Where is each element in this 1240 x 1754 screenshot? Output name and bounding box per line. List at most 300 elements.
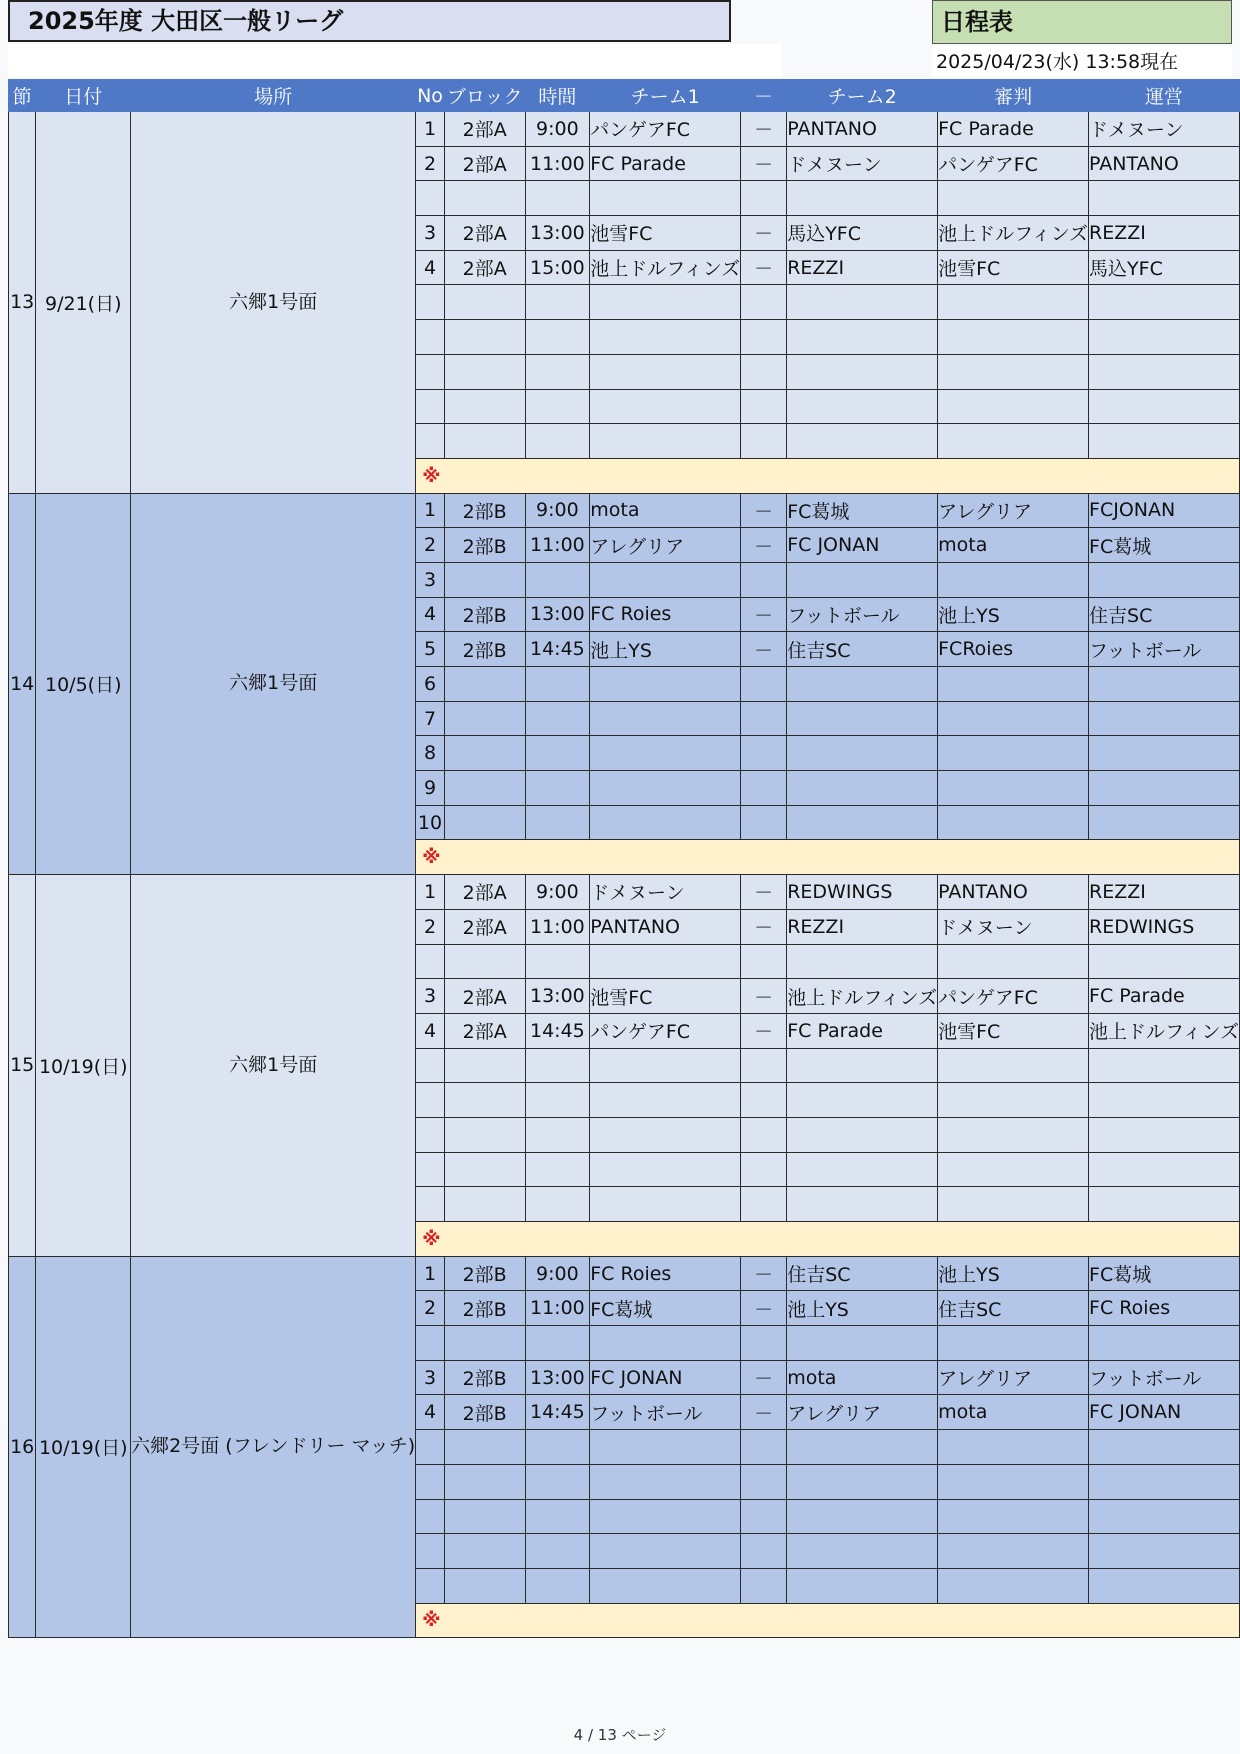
referee-cell: 池雪FC [938,250,1089,285]
team2-cell [787,181,938,216]
referee-cell [938,1534,1089,1569]
time-cell [525,562,590,597]
team1-cell: フットボール [590,1395,741,1430]
venue-cell: 六郷1号面 [131,493,416,875]
team2-cell: 池上ドルフィンズ [787,979,938,1014]
operations-cell: 池上ドルフィンズ [1089,1013,1240,1048]
referee-cell [938,1430,1089,1465]
separator-cell [741,701,787,736]
date-cell: 10/5(日) [36,493,131,875]
match-no-cell [416,1326,445,1361]
venue-cell: 六郷1号面 [131,112,416,494]
operations-cell: フットボール [1089,1360,1240,1395]
round-cell: 15 [9,875,36,1257]
team1-cell: パンゲアFC [590,112,741,147]
operations-cell [1089,805,1240,840]
separator-cell [741,1464,787,1499]
team2-cell: FC Parade [787,1013,938,1048]
team1-cell: ドメヌーン [590,875,741,910]
team2-cell [787,389,938,424]
operations-cell: FC Parade [1089,979,1240,1014]
team1-cell [590,1568,741,1603]
time-cell: 9:00 [525,112,590,147]
separator-cell [741,1534,787,1569]
block-cell [444,1048,525,1083]
match-no-cell: 1 [416,493,445,528]
round-section [9,112,1240,494]
team1-cell [590,1464,741,1499]
operations-cell [1089,1568,1240,1603]
separator-cell: － [741,1360,787,1395]
match-no-cell: 3 [416,979,445,1014]
operations-cell: FC葛城 [1089,528,1240,563]
time-cell [525,285,590,320]
separator-cell: － [741,979,787,1014]
operations-cell [1089,771,1240,806]
operations-cell [1089,667,1240,702]
team1-cell [590,1152,741,1187]
team1-cell [590,736,741,771]
operations-cell [1089,562,1240,597]
operations-cell: FC Roies [1089,1291,1240,1326]
team1-cell: アレグリア [590,528,741,563]
operations-cell: 住吉SC [1089,597,1240,632]
operations-cell: FCJONAN [1089,493,1240,528]
time-cell: 14:45 [525,1013,590,1048]
team1-cell: FC Parade [590,146,741,181]
team2-cell: REZZI [787,909,938,944]
round-cell: 14 [9,493,36,875]
team2-cell: REZZI [787,250,938,285]
referee-cell: PANTANO [938,875,1089,910]
block-cell: 2部B [444,1291,525,1326]
referee-cell [938,1152,1089,1187]
team1-cell [590,181,741,216]
separator-cell [741,1499,787,1534]
col-header-block: ブロック [444,80,525,112]
block-cell [444,1152,525,1187]
referee-cell [938,1326,1089,1361]
venue-cell: 六郷2号面 (フレンドリー マッチ) [131,1256,416,1638]
operations-cell [1089,424,1240,459]
referee-cell [938,1187,1089,1222]
team1-cell: FC Roies [590,1256,741,1291]
separator-cell: － [741,528,787,563]
time-cell: 14:45 [525,1395,590,1430]
block-cell [444,1568,525,1603]
time-cell [525,736,590,771]
time-cell: 11:00 [525,1291,590,1326]
referee-cell [938,1083,1089,1118]
team2-cell [787,771,938,806]
separator-cell [741,389,787,424]
block-cell [444,320,525,355]
team2-cell [787,1534,938,1569]
team2-cell [787,354,938,389]
separator-cell [741,771,787,806]
block-cell: 2部A [444,1013,525,1048]
block-cell [444,805,525,840]
team2-cell: 池上YS [787,1291,938,1326]
time-cell [525,389,590,424]
operations-cell [1089,389,1240,424]
separator-cell: － [741,909,787,944]
referee-cell: 池上YS [938,597,1089,632]
separator-cell [741,1048,787,1083]
block-cell [444,354,525,389]
col-header-operations: 運営 [1089,80,1240,112]
team2-cell [787,1117,938,1152]
match-no-cell: 4 [416,1013,445,1048]
team1-cell [590,320,741,355]
note-cell: ※ [416,458,1240,493]
separator-cell [741,1152,787,1187]
schedule-table [8,79,1240,1638]
table-row [9,875,1240,910]
operations-cell [1089,1187,1240,1222]
operations-cell [1089,354,1240,389]
operations-cell: 馬込YFC [1089,250,1240,285]
col-header-referee: 審判 [938,80,1089,112]
col-header-round: 節 [9,80,36,112]
separator-cell [741,320,787,355]
separator-cell: － [741,216,787,251]
match-no-cell [416,424,445,459]
match-no-cell [416,1152,445,1187]
operations-cell [1089,1464,1240,1499]
match-no-cell: 7 [416,701,445,736]
time-cell: 13:00 [525,216,590,251]
time-cell [525,1430,590,1465]
team1-cell: 池雪FC [590,216,741,251]
block-cell [444,1430,525,1465]
col-header-time: 時間 [525,80,590,112]
referee-cell: パンゲアFC [938,979,1089,1014]
block-cell [444,424,525,459]
operations-cell [1089,701,1240,736]
referee-cell [938,562,1089,597]
referee-cell [938,1464,1089,1499]
separator-cell [741,285,787,320]
block-cell: 2部B [444,1360,525,1395]
time-cell: 13:00 [525,597,590,632]
match-no-cell [416,1568,445,1603]
date-cell: 10/19(日) [36,875,131,1257]
team2-cell [787,667,938,702]
team2-cell [787,805,938,840]
block-cell: 2部A [444,875,525,910]
time-cell [525,181,590,216]
team1-cell [590,805,741,840]
match-no-cell [416,389,445,424]
team1-cell [590,771,741,806]
team1-cell [590,667,741,702]
block-cell [444,667,525,702]
separator-cell [741,1187,787,1222]
team1-cell: mota [590,493,741,528]
time-cell [525,944,590,979]
team2-cell [787,424,938,459]
time-cell: 9:00 [525,875,590,910]
time-cell: 11:00 [525,528,590,563]
block-cell: 2部B [444,493,525,528]
referee-cell [938,424,1089,459]
separator-cell: － [741,250,787,285]
schedule-label: 日程表 [932,0,1232,44]
referee-cell [938,1568,1089,1603]
time-cell: 11:00 [525,146,590,181]
operations-cell [1089,285,1240,320]
team1-cell: FC Roies [590,597,741,632]
venue-cell: 六郷1号面 [131,875,416,1257]
round-section [9,493,1240,875]
team2-cell [787,1152,938,1187]
team1-cell [590,389,741,424]
team1-cell: 池上YS [590,632,741,667]
match-no-cell [416,1430,445,1465]
referee-cell: 住吉SC [938,1291,1089,1326]
operations-cell [1089,1083,1240,1118]
block-cell: 2部A [444,909,525,944]
team1-cell [590,562,741,597]
referee-cell: 池雪FC [938,1013,1089,1048]
team2-cell [787,736,938,771]
operations-cell [1089,1048,1240,1083]
separator-cell [741,354,787,389]
separator-cell: － [741,632,787,667]
operations-cell [1089,181,1240,216]
team1-cell [590,1499,741,1534]
time-cell [525,771,590,806]
referee-cell [938,771,1089,806]
time-cell [525,701,590,736]
time-cell: 9:00 [525,493,590,528]
block-cell [444,1326,525,1361]
time-cell [525,354,590,389]
team1-cell: 池上ドルフィンズ [590,250,741,285]
col-header-venue: 場所 [131,80,416,112]
referee-cell: FC Parade [938,112,1089,147]
time-cell [525,1464,590,1499]
team1-cell [590,701,741,736]
referee-cell: 池上ドルフィンズ [938,216,1089,251]
match-no-cell [416,354,445,389]
document-title: 2025年度 大田区一般リーグ [8,0,731,42]
time-cell: 14:45 [525,632,590,667]
team2-cell [787,1326,938,1361]
block-cell: 2部A [444,112,525,147]
block-cell [444,944,525,979]
operations-cell: PANTANO [1089,146,1240,181]
match-no-cell: 2 [416,909,445,944]
team2-cell [787,1568,938,1603]
team1-cell [590,1117,741,1152]
block-cell [444,389,525,424]
time-cell: 9:00 [525,1256,590,1291]
team1-cell [590,944,741,979]
referee-cell [938,805,1089,840]
match-no-cell: 3 [416,216,445,251]
team2-cell [787,1083,938,1118]
team2-cell: アレグリア [787,1395,938,1430]
team2-cell: REDWINGS [787,875,938,910]
team1-cell: FC JONAN [590,1360,741,1395]
time-cell [525,1117,590,1152]
time-cell: 13:00 [525,1360,590,1395]
time-cell [525,320,590,355]
col-header-separator: － [741,80,787,112]
referee-cell [938,320,1089,355]
time-cell [525,667,590,702]
block-cell [444,736,525,771]
match-no-cell [416,1048,445,1083]
referee-cell [938,389,1089,424]
referee-cell [938,701,1089,736]
match-no-cell [416,1187,445,1222]
team1-cell [590,1187,741,1222]
block-cell [444,1083,525,1118]
referee-cell [938,667,1089,702]
team2-cell [787,701,938,736]
block-cell [444,1187,525,1222]
match-no-cell [416,1117,445,1152]
time-cell [525,1534,590,1569]
operations-cell [1089,1534,1240,1569]
referee-cell [938,736,1089,771]
separator-cell [741,181,787,216]
separator-cell: － [741,1256,787,1291]
block-cell: 2部A [444,216,525,251]
team1-cell [590,1083,741,1118]
round-section [9,1256,1240,1638]
match-no-cell: 3 [416,1360,445,1395]
separator-cell: － [741,1013,787,1048]
separator-cell [741,424,787,459]
match-no-cell [416,1083,445,1118]
time-cell [525,1048,590,1083]
referee-cell: mota [938,1395,1089,1430]
page-number: 4 / 13 ページ [573,1726,667,1744]
separator-cell [741,1117,787,1152]
team1-cell [590,1048,741,1083]
referee-cell: パンゲアFC [938,146,1089,181]
match-no-cell: 6 [416,667,445,702]
time-cell [525,1326,590,1361]
operations-cell [1089,1326,1240,1361]
operations-cell: FC葛城 [1089,1256,1240,1291]
block-cell [444,771,525,806]
operations-cell [1089,1499,1240,1534]
team2-cell: ドメヌーン [787,146,938,181]
match-no-cell: 1 [416,1256,445,1291]
team2-cell [787,562,938,597]
team1-cell [590,1534,741,1569]
separator-cell [741,1568,787,1603]
separator-cell: － [741,1395,787,1430]
match-no-cell [416,1464,445,1499]
team2-cell [787,1430,938,1465]
match-no-cell: 8 [416,736,445,771]
operations-cell: REZZI [1089,875,1240,910]
referee-cell: アレグリア [938,1360,1089,1395]
block-cell [444,181,525,216]
team2-cell: 住吉SC [787,632,938,667]
match-no-cell: 1 [416,875,445,910]
time-cell [525,424,590,459]
separator-cell: － [741,112,787,147]
block-cell: 2部B [444,528,525,563]
operations-cell [1089,944,1240,979]
match-no-cell [416,285,445,320]
note-cell: ※ [416,840,1240,875]
block-cell: 2部A [444,250,525,285]
round-cell: 13 [9,112,36,494]
team2-cell: FC葛城 [787,493,938,528]
referee-cell: ドメヌーン [938,909,1089,944]
separator-cell [741,1326,787,1361]
table-row [9,112,1240,147]
referee-cell: FCRoies [938,632,1089,667]
team1-cell: 池雪FC [590,979,741,1014]
round-section [9,875,1240,1257]
separator-cell: － [741,875,787,910]
time-cell [525,805,590,840]
table-header-row [9,80,1240,112]
team2-cell [787,1464,938,1499]
operations-cell: FC JONAN [1089,1395,1240,1430]
team1-cell [590,424,741,459]
team2-cell [787,1048,938,1083]
referee-cell [938,1499,1089,1534]
time-cell: 15:00 [525,250,590,285]
block-cell: 2部B [444,597,525,632]
match-no-cell: 4 [416,1395,445,1430]
block-cell [444,1464,525,1499]
operations-cell: REDWINGS [1089,909,1240,944]
match-no-cell: 9 [416,771,445,806]
referee-cell: アレグリア [938,493,1089,528]
team1-cell: パンゲアFC [590,1013,741,1048]
referee-cell: 池上YS [938,1256,1089,1291]
team2-cell [787,285,938,320]
match-no-cell [416,320,445,355]
team2-cell [787,1499,938,1534]
block-cell: 2部B [444,632,525,667]
team1-cell [590,1430,741,1465]
team1-cell [590,354,741,389]
match-no-cell: 10 [416,805,445,840]
date-cell: 10/19(日) [36,1256,131,1638]
block-cell [444,562,525,597]
team2-cell [787,1187,938,1222]
time-cell [525,1568,590,1603]
operations-cell [1089,1117,1240,1152]
date-cell: 9/21(日) [36,112,131,494]
referee-cell [938,944,1089,979]
operations-cell [1089,736,1240,771]
match-no-cell [416,944,445,979]
team2-cell: mota [787,1360,938,1395]
operations-cell [1089,1430,1240,1465]
block-cell: 2部B [444,1395,525,1430]
col-header-no: No [416,80,445,112]
note-cell: ※ [416,1603,1240,1638]
block-cell [444,1117,525,1152]
time-cell [525,1499,590,1534]
match-no-cell: 1 [416,112,445,147]
block-cell [444,285,525,320]
referee-cell [938,285,1089,320]
